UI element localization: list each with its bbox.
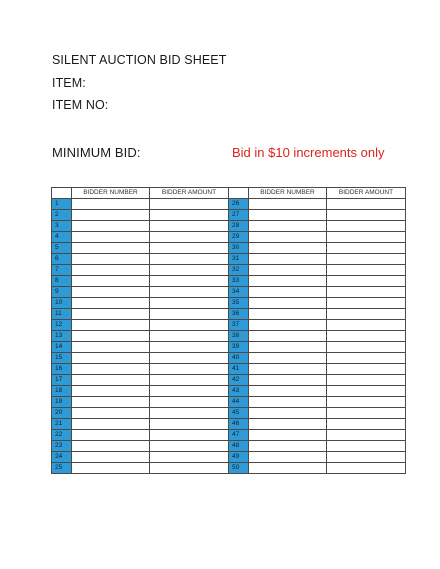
left-bidder-amount-header: BIDDER AMOUNT [150, 188, 229, 199]
left-row-number: 17 [52, 375, 72, 386]
right-bidder-number-cell[interactable] [249, 210, 327, 221]
right-bidder-amount-cell[interactable] [327, 342, 406, 353]
left-bidder-amount-cell[interactable] [150, 364, 229, 375]
right-bidder-amount-cell[interactable] [327, 430, 406, 441]
right-bidder-number-cell[interactable] [249, 364, 327, 375]
right-bidder-amount-cell[interactable] [327, 408, 406, 419]
left-bidder-number-cell[interactable] [72, 331, 150, 342]
right-bidder-amount-cell[interactable] [327, 243, 406, 254]
right-row-number: 30 [229, 243, 249, 254]
right-bidder-amount-cell[interactable] [327, 287, 406, 298]
left-bidder-number-cell[interactable] [72, 309, 150, 320]
left-row-number: 5 [52, 243, 72, 254]
table-row [52, 353, 406, 364]
right-bidder-amount-cell[interactable] [327, 221, 406, 232]
left-bidder-amount-cell[interactable] [150, 353, 229, 364]
left-bidder-amount-cell[interactable] [150, 408, 229, 419]
table-row [52, 199, 406, 210]
right-bidder-amount-cell[interactable] [327, 419, 406, 430]
left-bidder-number-cell[interactable] [72, 452, 150, 463]
right-row-number: 37 [229, 320, 249, 331]
table-row [52, 331, 406, 342]
left-row-number: 18 [52, 386, 72, 397]
table-row [52, 309, 406, 320]
bid-table-header-row [52, 188, 406, 199]
right-number-header [229, 188, 249, 199]
left-row-number: 2 [52, 210, 72, 221]
right-row-number: 43 [229, 386, 249, 397]
bid-table [51, 187, 406, 474]
right-bidder-number-cell[interactable] [249, 353, 327, 364]
left-row-number: 9 [52, 287, 72, 298]
left-number-header [52, 188, 72, 199]
left-bidder-number-cell[interactable] [72, 386, 150, 397]
left-bidder-number-cell[interactable] [72, 221, 150, 232]
right-bidder-number-cell[interactable] [249, 298, 327, 309]
right-bidder-number-cell[interactable] [249, 199, 327, 210]
right-row-number: 42 [229, 375, 249, 386]
left-row-number: 1 [52, 199, 72, 210]
right-row-number: 44 [229, 397, 249, 408]
table-row [52, 298, 406, 309]
right-bidder-amount-cell[interactable] [327, 254, 406, 265]
right-bidder-number-cell[interactable] [249, 265, 327, 276]
left-bidder-number-cell[interactable] [72, 287, 150, 298]
right-row-number: 39 [229, 342, 249, 353]
left-bidder-amount-cell[interactable] [150, 309, 229, 320]
right-bidder-number-cell[interactable] [249, 452, 327, 463]
table-row [52, 243, 406, 254]
left-bidder-number-cell[interactable] [72, 265, 150, 276]
left-bidder-amount-cell[interactable] [150, 265, 229, 276]
left-bidder-number-cell[interactable] [72, 419, 150, 430]
right-row-number: 29 [229, 232, 249, 243]
right-row-number: 40 [229, 353, 249, 364]
table-row [52, 452, 406, 463]
right-bidder-amount-cell[interactable] [327, 364, 406, 375]
right-bidder-amount-cell[interactable] [327, 276, 406, 287]
left-row-number: 3 [52, 221, 72, 232]
left-bidder-amount-cell[interactable] [150, 452, 229, 463]
left-bidder-amount-cell[interactable] [150, 298, 229, 309]
right-bidder-number-cell[interactable] [249, 287, 327, 298]
left-bidder-amount-cell[interactable] [150, 397, 229, 408]
left-row-number: 23 [52, 441, 72, 452]
right-bidder-amount-cell[interactable] [327, 463, 406, 474]
left-row-number: 6 [52, 254, 72, 265]
right-bidder-amount-cell[interactable] [327, 199, 406, 210]
right-row-number: 33 [229, 276, 249, 287]
left-bidder-number-cell[interactable] [72, 430, 150, 441]
left-bidder-number-cell[interactable] [72, 397, 150, 408]
right-bidder-amount-cell[interactable] [327, 386, 406, 397]
left-row-number: 13 [52, 331, 72, 342]
bid-table-body [52, 199, 406, 474]
table-row [52, 320, 406, 331]
right-bidder-amount-cell[interactable] [327, 210, 406, 221]
left-bidder-amount-cell[interactable] [150, 463, 229, 474]
left-bidder-amount-cell[interactable] [150, 199, 229, 210]
right-bidder-amount-cell[interactable] [327, 375, 406, 386]
table-row [52, 232, 406, 243]
right-row-number: 46 [229, 419, 249, 430]
right-bidder-amount-cell[interactable] [327, 353, 406, 364]
right-bidder-number-cell[interactable] [249, 463, 327, 474]
left-row-number: 10 [52, 298, 72, 309]
left-bidder-number-cell[interactable] [72, 232, 150, 243]
right-bidder-amount-cell[interactable] [327, 232, 406, 243]
left-bidder-amount-cell[interactable] [150, 419, 229, 430]
table-row [52, 254, 406, 265]
right-bidder-amount-cell[interactable] [327, 452, 406, 463]
right-bidder-number-cell[interactable] [249, 309, 327, 320]
right-row-number: 50 [229, 463, 249, 474]
left-bidder-number-cell[interactable] [72, 353, 150, 364]
table-row [52, 441, 406, 452]
left-row-number: 15 [52, 353, 72, 364]
bid-increment-note: Bid in $10 increments only [232, 145, 385, 160]
table-row [52, 419, 406, 430]
left-row-number: 24 [52, 452, 72, 463]
left-row-number: 11 [52, 309, 72, 320]
table-row [52, 386, 406, 397]
right-bidder-number-cell[interactable] [249, 441, 327, 452]
right-bidder-number-cell[interactable] [249, 386, 327, 397]
left-bidder-amount-cell[interactable] [150, 331, 229, 342]
right-bidder-amount-cell[interactable] [327, 309, 406, 320]
right-row-number: 47 [229, 430, 249, 441]
left-bidder-number-cell[interactable] [72, 463, 150, 474]
minimum-bid-label: MINIMUM BID: [52, 145, 141, 160]
right-row-number: 45 [229, 408, 249, 419]
left-bidder-number-cell[interactable] [72, 199, 150, 210]
left-bidder-number-cell[interactable] [72, 243, 150, 254]
left-row-number: 25 [52, 463, 72, 474]
right-bidder-amount-cell[interactable] [327, 265, 406, 276]
left-bidder-amount-cell[interactable] [150, 430, 229, 441]
left-bidder-amount-cell[interactable] [150, 287, 229, 298]
table-row [52, 463, 406, 474]
left-row-number: 4 [52, 232, 72, 243]
left-bidder-amount-cell[interactable] [150, 320, 229, 331]
right-row-number: 28 [229, 221, 249, 232]
right-bidder-number-cell[interactable] [249, 408, 327, 419]
left-bidder-amount-cell[interactable] [150, 375, 229, 386]
right-bidder-number-cell[interactable] [249, 397, 327, 408]
right-row-number: 36 [229, 309, 249, 320]
left-row-number: 19 [52, 397, 72, 408]
left-row-number: 12 [52, 320, 72, 331]
table-row [52, 397, 406, 408]
right-bidder-amount-cell[interactable] [327, 298, 406, 309]
table-row [52, 364, 406, 375]
sheet-title: SILENT AUCTION BID SHEET [52, 53, 227, 67]
table-row [52, 221, 406, 232]
right-row-number: 32 [229, 265, 249, 276]
right-bidder-number-cell[interactable] [249, 221, 327, 232]
left-bidder-amount-cell[interactable] [150, 210, 229, 221]
left-bidder-amount-cell[interactable] [150, 243, 229, 254]
right-bidder-number-cell[interactable] [249, 419, 327, 430]
left-bidder-number-cell[interactable] [72, 298, 150, 309]
left-row-number: 21 [52, 419, 72, 430]
left-bidder-number-cell[interactable] [72, 254, 150, 265]
right-bidder-number-cell[interactable] [249, 375, 327, 386]
left-row-number: 14 [52, 342, 72, 353]
right-bidder-number-cell[interactable] [249, 342, 327, 353]
left-bidder-number-cell[interactable] [72, 375, 150, 386]
left-bidder-amount-cell[interactable] [150, 386, 229, 397]
item-number-label: ITEM NO: [52, 98, 109, 112]
left-row-number: 22 [52, 430, 72, 441]
right-bidder-number-cell[interactable] [249, 430, 327, 441]
left-bidder-number-cell[interactable] [72, 342, 150, 353]
right-bidder-amount-cell[interactable] [327, 397, 406, 408]
table-row [52, 276, 406, 287]
right-bidder-number-cell[interactable] [249, 331, 327, 342]
right-row-number: 26 [229, 199, 249, 210]
table-row [52, 210, 406, 221]
table-row [52, 430, 406, 441]
left-row-number: 16 [52, 364, 72, 375]
right-row-number: 35 [229, 298, 249, 309]
right-bidder-amount-cell[interactable] [327, 441, 406, 452]
right-row-number: 41 [229, 364, 249, 375]
left-bidder-number-cell[interactable] [72, 364, 150, 375]
left-bidder-number-cell[interactable] [72, 210, 150, 221]
right-row-number: 48 [229, 441, 249, 452]
right-bidder-number-cell[interactable] [249, 243, 327, 254]
right-row-number: 27 [229, 210, 249, 221]
left-bidder-amount-cell[interactable] [150, 276, 229, 287]
left-bidder-number-header: BIDDER NUMBER [72, 188, 150, 199]
left-bidder-amount-cell[interactable] [150, 221, 229, 232]
table-row [52, 375, 406, 386]
left-bidder-amount-cell[interactable] [150, 441, 229, 452]
left-bidder-number-cell[interactable] [72, 320, 150, 331]
right-row-number: 38 [229, 331, 249, 342]
table-row [52, 265, 406, 276]
left-bidder-amount-cell[interactable] [150, 254, 229, 265]
right-bidder-number-header: BIDDER NUMBER [249, 188, 327, 199]
right-row-number: 31 [229, 254, 249, 265]
left-row-number: 7 [52, 265, 72, 276]
item-label: ITEM: [52, 76, 86, 90]
right-row-number: 49 [229, 452, 249, 463]
right-bidder-number-cell[interactable] [249, 320, 327, 331]
table-row [52, 287, 406, 298]
right-bidder-amount-cell[interactable] [327, 320, 406, 331]
left-bidder-amount-cell[interactable] [150, 232, 229, 243]
left-row-number: 8 [52, 276, 72, 287]
table-row [52, 408, 406, 419]
left-bidder-number-cell[interactable] [72, 408, 150, 419]
right-bidder-number-cell[interactable] [249, 254, 327, 265]
right-bidder-amount-cell[interactable] [327, 331, 406, 342]
table-row [52, 342, 406, 353]
left-row-number: 20 [52, 408, 72, 419]
right-bidder-number-cell[interactable] [249, 232, 327, 243]
right-bidder-number-cell[interactable] [249, 276, 327, 287]
right-bidder-amount-header: BIDDER AMOUNT [327, 188, 406, 199]
left-bidder-number-cell[interactable] [72, 441, 150, 452]
right-row-number: 34 [229, 287, 249, 298]
left-bidder-number-cell[interactable] [72, 276, 150, 287]
left-bidder-amount-cell[interactable] [150, 342, 229, 353]
